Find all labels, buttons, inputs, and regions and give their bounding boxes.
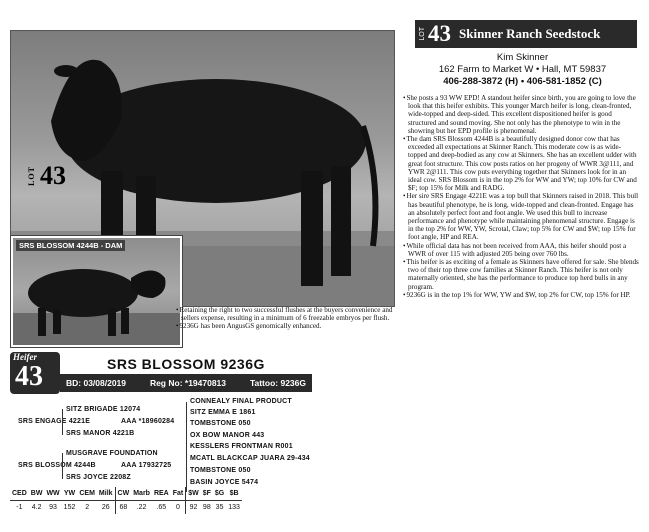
epd-value: 93: [49, 504, 57, 511]
header-lot-number: 43: [428, 21, 451, 46]
epd-value: 26: [101, 504, 110, 511]
pedigree-ancestor: SITZ EMMA E 1861: [190, 409, 256, 416]
epd-header: YW: [62, 487, 78, 501]
epd-value: .22: [136, 504, 147, 511]
photo-lot-tag: [27, 161, 66, 191]
note-item: • Her sire SRS Engage 4221E was a top bull that Skinners raised in 2018. This bull has beautiful phenotype, he is long, wide-topped and clean-fronted. Engage has an absolutely perfect foot and foot angle. We used this bull to increase performance and phenotype while maintaining phenomenal structure. Engage is in the top 2% for WW, YW, Scrotal, Claw; top 5% for CW and $W; top 15% for foot angle, HP and REA.: [403, 192, 639, 241]
tattoo: Tattoo: 9236G: [249, 378, 306, 388]
animal-lot-number: 43: [15, 361, 43, 392]
dam-photo: [11, 236, 182, 347]
note-item: • 9236G is in the top 1% for WW, YW and $W, top 2% for CW, top 15% for HP.: [403, 291, 639, 299]
epd-header: Milk: [97, 487, 115, 501]
contact-block: [400, 52, 645, 88]
pedigree-sire-reg: AAA *18960284: [121, 418, 175, 425]
animal-info-bar: [60, 374, 312, 392]
header-lot-word: LOT: [419, 27, 426, 41]
epd-value: 0: [176, 504, 180, 511]
animal-name: SRS BLOSSOM 9236G: [107, 356, 265, 372]
pedigree-ancestor: OX BOW MANOR 443: [190, 432, 265, 439]
epd-header: WW: [44, 487, 61, 501]
pedigree-ancestor: BASIN JOYCE 5474: [190, 479, 259, 486]
epd-header: $F: [201, 487, 213, 501]
epd-header: REA: [152, 487, 171, 501]
pedigree-dam: SRS BLOSSOM 4244B: [18, 462, 96, 469]
animal-class: Heifer: [13, 352, 37, 362]
pedigree-sire-dam: SRS MANOR 4221B: [66, 430, 135, 437]
epd-header: $W: [186, 487, 201, 501]
note-item: • While official data has not been received from AAA, this heifer should post a WWR of over 115 with adjusted 205 being over 760 lbs.: [403, 242, 639, 258]
note-item: • The dam SRS Blossom 4244B is a beautifully designed donor cow that has exceeded all expectations at Skinner Ranch. This moderate cow is as wide-topped and deep-bodied as any cow at Skinners. She has an excellent udder with great foot structure. This cow posts ratios on her progeny of WWR 3@111, and YWR 2@111. This cow puts everything together that Skinners look for in an ideal cow. SRS Blossom is in the top 2% for WW and YW; top 10% for CW and $F; top 15% for Milk and RADG.: [403, 135, 639, 192]
epd-header-row: [10, 487, 242, 501]
description-notes: [403, 94, 639, 299]
epd-table: [10, 487, 242, 514]
epd-header: CED: [10, 487, 29, 501]
pedigree-dam-reg: AAA 17932725: [121, 462, 172, 469]
lot-header: [415, 20, 637, 48]
heifer-lot-badge: [10, 352, 60, 394]
pedigree-ancestor: MCATL BLACKCAP JUARA 29-434: [190, 455, 310, 462]
flush-notes: [176, 306, 396, 331]
dam-illustration: [13, 238, 180, 345]
note-item: • She posts a 93 WW EPD! A standout heifer since birth, you are going to love the look that this heifer exhibits. This younger March heifer is long, clean-fronted, wide-topped and deep-sided. This excellent dispositioned heifer is good structured and sound moving. She not only has the phenotype to win in the showring but her EPD profile is phenomenal.: [403, 94, 639, 135]
contact-address: 162 Farm to Market W • Hall, MT 59837: [438, 64, 607, 75]
note-item: • 9236G has been AngusGS genomically enhanced.: [176, 322, 396, 330]
epd-value: 35: [215, 504, 224, 511]
epd-header: BW: [29, 487, 45, 501]
pedigree-sire: SRS ENGAGE 4221E: [18, 418, 91, 425]
note-item: • Retaining the right to two successful flushes at the buyers convenience and sellers expense, resulting in a minimum of 6 freezable embryos per flush.: [176, 306, 396, 322]
epd-value-row: [10, 501, 242, 515]
contact-phones: 406-288-3872 (H) • 406-581-1852 (C): [443, 76, 602, 87]
epd-value: 152: [63, 504, 76, 511]
ranch-name: Skinner Ranch Seedstock: [459, 26, 601, 41]
pedigree-ancestor: TOMBSTONE 050: [190, 420, 251, 427]
pedigree-ancestor: CONNEALY FINAL PRODUCT: [190, 398, 292, 405]
birth-date: BD: 03/08/2019: [66, 378, 127, 388]
pedigree-dam-sire: MUSGRAVE FOUNDATION: [66, 450, 158, 457]
epd-value: .65: [156, 504, 167, 511]
epd-value: 133: [228, 504, 240, 511]
epd-header: $G: [213, 487, 226, 501]
epd-value: 68: [115, 501, 131, 515]
epd-value: 92: [186, 501, 201, 515]
pedigree-ancestor: KESSLERS FRONTMAN R001: [190, 443, 293, 450]
epd-value: 98: [202, 504, 211, 511]
contact-name: Kim Skinner: [496, 52, 549, 63]
pedigree-ancestor: TOMBSTONE 050: [190, 467, 251, 474]
pedigree-bracket: [186, 402, 187, 492]
epd-value: 4.2: [31, 504, 42, 511]
lot-word: LOT: [27, 166, 36, 186]
pedigree-bracket: [62, 453, 63, 479]
epd-header: Marb: [131, 487, 152, 501]
pedigree-sire-sire: SITZ BRIGADE 12074: [66, 406, 141, 413]
epd-header: CW: [115, 487, 131, 501]
lot-number: 43: [40, 161, 66, 190]
registration-number: Reg No: *19470813: [149, 378, 227, 388]
note-item: • This heifer is as exciting of a female as Skinners have offered for sale. She blends two of their top three cow families at Skinner Ranch. This heifer is not only maternally oriented, she has the performance to produce top herd bulls in any program.: [403, 258, 639, 291]
epd-header: $B: [226, 487, 242, 501]
epd-value: 2: [85, 504, 90, 511]
epd-header: Fat: [171, 487, 186, 501]
dam-photo-label: SRS BLOSSOM 4244B - DAM: [16, 240, 125, 251]
epd-value: -1: [16, 504, 23, 511]
pedigree-bracket: [62, 409, 63, 435]
pedigree-dam-dam: SRS JOYCE 2208Z: [66, 474, 131, 481]
epd-header: CEM: [77, 487, 97, 501]
